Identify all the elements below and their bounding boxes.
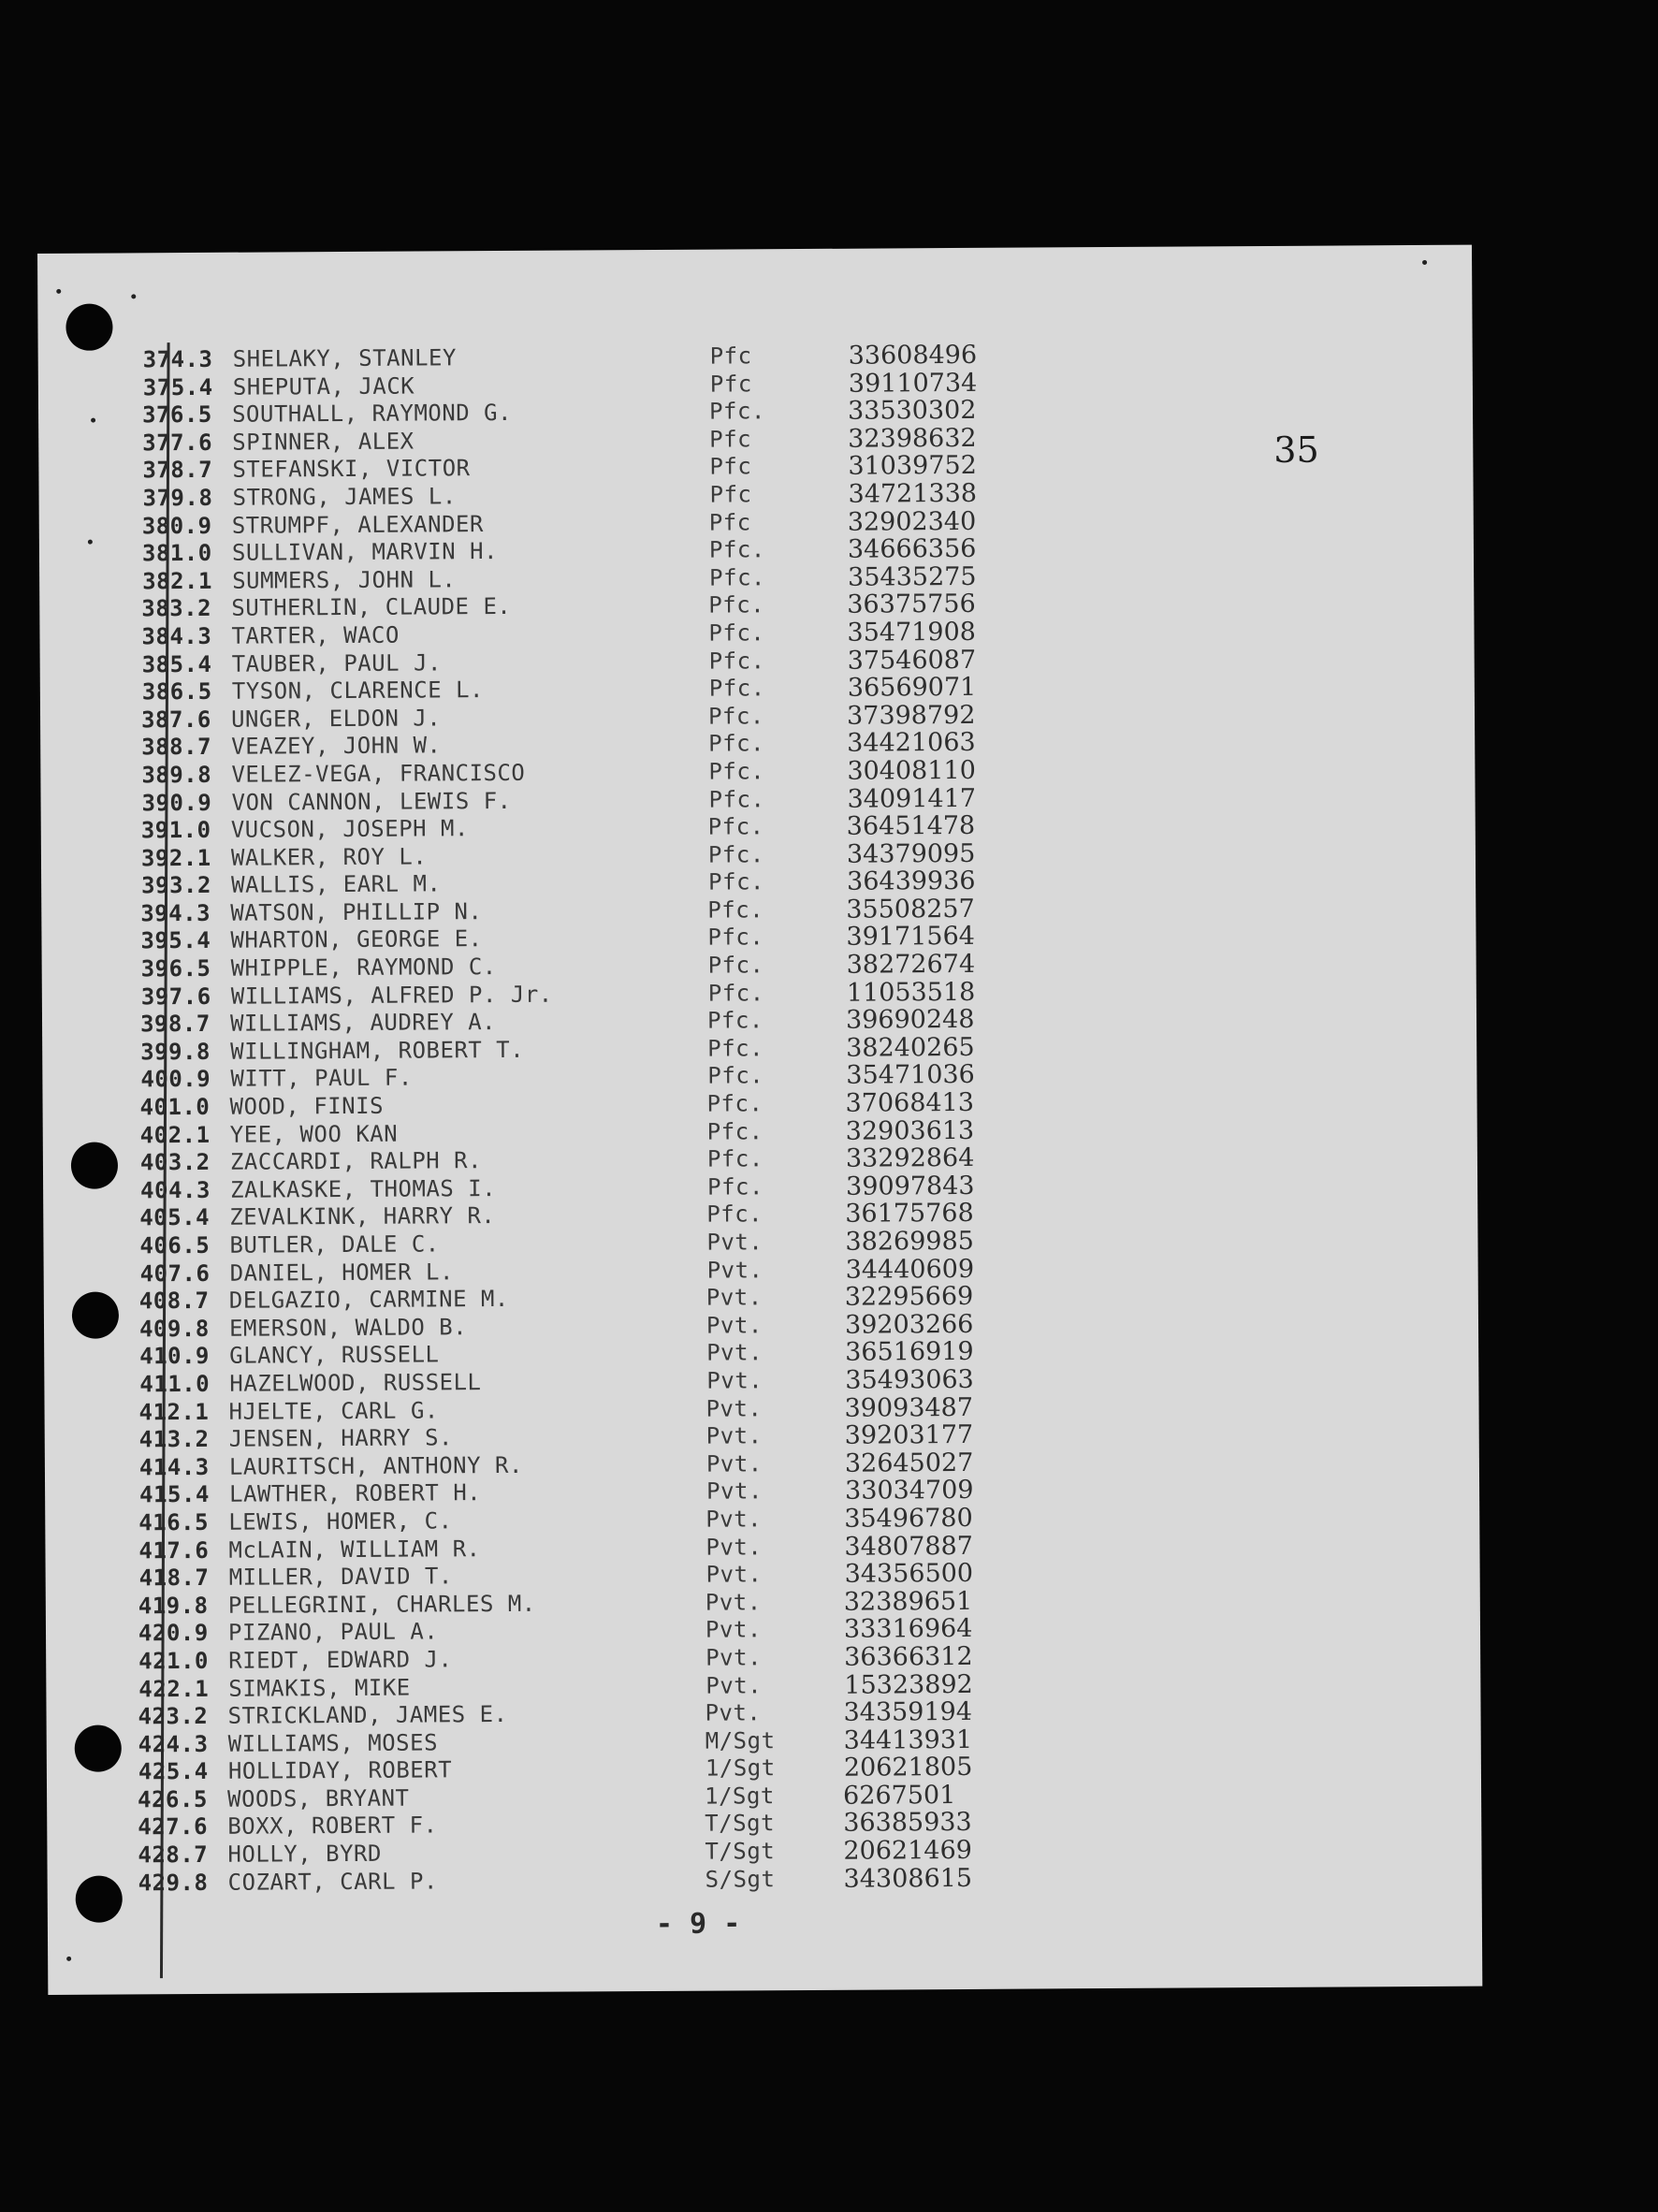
soldier-name: UNGER, ELDON J. bbox=[230, 705, 442, 733]
soldier-name: HJELTE, CARL G. bbox=[228, 1396, 439, 1425]
serial-number: 36569071 bbox=[847, 673, 977, 703]
serial-number: 11053518 bbox=[846, 977, 976, 1008]
serial-number: 34721338 bbox=[848, 478, 978, 509]
soldier-rank: Pfc. bbox=[708, 730, 765, 757]
roster-number: 407.6 bbox=[139, 1259, 211, 1287]
soldier-rank: Pvt. bbox=[705, 1506, 763, 1533]
roster-number: 424.3 bbox=[138, 1730, 209, 1758]
roster-number: 422.1 bbox=[138, 1675, 210, 1702]
serial-number: 35508257 bbox=[846, 894, 975, 924]
soldier-rank: Pfc. bbox=[706, 1201, 764, 1229]
soldier-rank: Pfc. bbox=[708, 619, 765, 647]
soldier-rank: Pfc. bbox=[706, 1007, 764, 1034]
roster-number: 423.2 bbox=[138, 1703, 209, 1730]
soldier-name: MILLER, DAVID T. bbox=[228, 1563, 453, 1591]
soldier-rank: Pvt. bbox=[705, 1616, 762, 1643]
soldier-name: JENSEN, HARRY S. bbox=[228, 1424, 454, 1452]
soldier-rank: Pfc. bbox=[708, 758, 765, 785]
ink-speck bbox=[66, 1957, 71, 1961]
roster-number: 404.3 bbox=[140, 1176, 211, 1204]
soldier-rank: Pfc bbox=[709, 370, 752, 398]
soldier-rank: Pvt. bbox=[705, 1699, 762, 1726]
soldier-name: BOXX, ROBERT F. bbox=[227, 1812, 438, 1841]
roster-number: 382.1 bbox=[142, 567, 212, 595]
serial-number: 34413931 bbox=[843, 1724, 973, 1755]
soldier-name: ZACCARDI, RALPH R. bbox=[229, 1147, 483, 1175]
soldier-name: SHELAKY, STANLEY bbox=[232, 344, 457, 372]
soldier-rank: Pfc. bbox=[708, 785, 765, 813]
serial-number: 33608496 bbox=[848, 340, 978, 371]
serial-number: 38240265 bbox=[846, 1032, 975, 1063]
serial-number: 32903613 bbox=[845, 1115, 975, 1146]
roster-number: 410.9 bbox=[139, 1343, 211, 1370]
roster-number: 379.8 bbox=[142, 484, 213, 512]
roster-number: 376.5 bbox=[141, 401, 212, 429]
serial-number: 35496780 bbox=[844, 1503, 973, 1534]
soldier-rank: 1/Sgt bbox=[705, 1754, 776, 1782]
soldier-rank: 1/Sgt bbox=[704, 1783, 775, 1810]
soldier-name: STRUMPF, ALEXANDER bbox=[231, 510, 484, 539]
roster-number: 374.3 bbox=[142, 345, 213, 373]
soldier-name: LAURITSCH, ANTHONY R. bbox=[228, 1451, 523, 1480]
serial-number: 30408110 bbox=[847, 755, 976, 786]
soldier-name: SIMAKIS, MIKE bbox=[228, 1674, 411, 1702]
soldier-name: WILLIAMS, MOSES bbox=[227, 1729, 439, 1757]
soldier-name: RIEDT, EDWARD J. bbox=[228, 1646, 453, 1674]
roster-number: 429.8 bbox=[138, 1869, 209, 1897]
roster-number: 377.6 bbox=[142, 429, 213, 457]
soldier-name: EMERSON, WALDO B. bbox=[228, 1313, 468, 1342]
soldier-rank: Pfc. bbox=[707, 1173, 764, 1201]
soldier-rank: Pvt. bbox=[705, 1561, 763, 1588]
serial-number: 32295669 bbox=[844, 1282, 974, 1312]
soldier-rank: Pvt. bbox=[705, 1644, 763, 1671]
roster-number: 417.6 bbox=[138, 1536, 210, 1564]
soldier-rank: Pfc. bbox=[706, 1117, 764, 1145]
soldier-rank: Pvt. bbox=[706, 1339, 764, 1367]
roster-number: 375.4 bbox=[142, 373, 213, 400]
serial-number: 6267501 bbox=[842, 1780, 956, 1811]
soldier-rank: Pfc bbox=[709, 453, 752, 480]
soldier-name: STRONG, JAMES L. bbox=[232, 483, 457, 511]
soldier-rank: Pfc. bbox=[707, 952, 764, 979]
serial-number: 34421063 bbox=[847, 728, 976, 759]
roster-number: 402.1 bbox=[139, 1121, 211, 1148]
serial-number: 33530302 bbox=[847, 396, 977, 426]
ink-speck bbox=[56, 289, 61, 294]
serial-number: 36175768 bbox=[845, 1199, 974, 1230]
serial-number: 32645027 bbox=[844, 1448, 974, 1478]
roster-number: 384.3 bbox=[141, 622, 212, 650]
roster-number: 396.5 bbox=[140, 954, 211, 982]
soldier-name: SULLIVAN, MARVIN H. bbox=[231, 538, 499, 566]
serial-number: 36516919 bbox=[845, 1337, 974, 1368]
soldier-rank: Pvt. bbox=[706, 1256, 764, 1284]
serial-number: 34091417 bbox=[847, 783, 977, 814]
soldier-rank: Pfc. bbox=[707, 1062, 764, 1090]
roster-number: 403.2 bbox=[139, 1149, 211, 1176]
serial-number: 20621469 bbox=[843, 1835, 972, 1866]
soldier-name: SHEPUTA, JACK bbox=[232, 372, 415, 400]
soldier-name: McLAIN, WILLIAM R. bbox=[228, 1535, 481, 1564]
ink-speck bbox=[131, 294, 136, 298]
roster-number: 392.1 bbox=[140, 844, 211, 872]
roster-number: 383.2 bbox=[141, 595, 212, 622]
soldier-name: STRICKLAND, JAMES E. bbox=[227, 1701, 508, 1729]
soldier-name: WALKER, ROY L. bbox=[230, 843, 428, 871]
soldier-name: ZALKASKE, THOMAS I. bbox=[230, 1174, 497, 1203]
soldier-rank: Pfc. bbox=[708, 675, 765, 702]
roster-number: 418.7 bbox=[138, 1564, 210, 1592]
roster-number: 400.9 bbox=[140, 1066, 211, 1093]
serial-number: 39690248 bbox=[845, 1005, 975, 1035]
roster-number: 399.8 bbox=[140, 1038, 211, 1066]
soldier-name: SPINNER, ALEX bbox=[232, 428, 414, 456]
serial-number: 33034709 bbox=[845, 1476, 974, 1506]
soldier-name: YEE, WOO KAN bbox=[229, 1120, 399, 1148]
soldier-rank: Pfc bbox=[709, 342, 752, 370]
soldier-name: TARTER, WACO bbox=[231, 621, 400, 649]
binder-hole bbox=[65, 304, 112, 351]
roster-number: 385.4 bbox=[141, 650, 212, 677]
soldier-rank: Pvt. bbox=[705, 1589, 762, 1616]
soldier-rank: S/Sgt bbox=[705, 1865, 776, 1893]
serial-number: 37546087 bbox=[847, 645, 977, 676]
serial-number: 39097843 bbox=[846, 1171, 975, 1201]
roster-number: 393.2 bbox=[141, 872, 211, 899]
soldier-name: SUMMERS, JOHN L. bbox=[232, 566, 457, 594]
serial-number: 34379095 bbox=[846, 838, 976, 869]
soldier-name: VELEZ-VEGA, FRANCISCO bbox=[231, 759, 526, 788]
serial-number: 36439936 bbox=[847, 866, 976, 897]
serial-number: 20621805 bbox=[843, 1753, 973, 1783]
soldier-name: HAZELWOOD, RUSSELL bbox=[229, 1369, 482, 1397]
soldier-rank: M/Sgt bbox=[705, 1726, 776, 1754]
soldier-rank: Pfc. bbox=[708, 398, 765, 425]
soldier-name: VUCSON, JOSEPH M. bbox=[230, 815, 469, 843]
soldier-rank: Pfc. bbox=[707, 979, 764, 1007]
roster-number: 420.9 bbox=[138, 1620, 209, 1647]
serial-number: 34359194 bbox=[843, 1697, 973, 1727]
roster-number: 391.0 bbox=[140, 816, 211, 844]
soldier-name: DELGAZIO, CARMINE M. bbox=[228, 1286, 509, 1314]
soldier-rank: Pvt. bbox=[705, 1450, 763, 1477]
serial-number: 38269985 bbox=[845, 1226, 974, 1257]
soldier-rank: T/Sgt bbox=[705, 1810, 776, 1838]
soldier-rank: Pfc bbox=[709, 426, 752, 453]
soldier-name: COZART, CARL P. bbox=[227, 1868, 438, 1896]
soldier-name: WOODS, BRYANT bbox=[227, 1784, 410, 1812]
soldier-rank: Pfc bbox=[708, 508, 751, 536]
roster-number: 413.2 bbox=[138, 1426, 210, 1453]
soldier-rank: Pfc bbox=[709, 481, 752, 508]
serial-number: 34356500 bbox=[844, 1559, 974, 1589]
soldier-name: WHIPPLE, RAYMOND C. bbox=[230, 953, 497, 982]
soldier-rank: Pfc. bbox=[707, 896, 764, 924]
soldier-rank: Pfc. bbox=[707, 924, 764, 952]
serial-number: 34807887 bbox=[844, 1531, 973, 1562]
soldier-rank: Pfc. bbox=[707, 840, 764, 868]
roster-number: 397.6 bbox=[140, 982, 211, 1010]
soldier-name: WILLINGHAM, ROBERT T. bbox=[230, 1036, 525, 1065]
soldier-rank: Pfc. bbox=[709, 564, 766, 591]
soldier-name: DANIEL, HOMER L. bbox=[229, 1258, 454, 1287]
roster-number: 389.8 bbox=[141, 761, 212, 789]
roster-number: 428.7 bbox=[138, 1841, 209, 1869]
soldier-rank: Pvt. bbox=[705, 1312, 763, 1339]
soldier-name: HOLLIDAY, ROBERT bbox=[227, 1756, 453, 1785]
roster-number: 416.5 bbox=[138, 1508, 210, 1536]
serial-number: 31039752 bbox=[848, 451, 977, 482]
serial-number: 32389651 bbox=[843, 1586, 973, 1617]
serial-number: 37398792 bbox=[846, 700, 976, 731]
roster-number: 408.7 bbox=[138, 1288, 210, 1315]
serial-number: 36366312 bbox=[844, 1641, 973, 1672]
ink-speck bbox=[1422, 260, 1427, 265]
roster-number: 398.7 bbox=[139, 1011, 211, 1038]
serial-number: 39093487 bbox=[844, 1392, 974, 1423]
roster-number: 394.3 bbox=[140, 899, 211, 927]
serial-number: 35493063 bbox=[845, 1364, 974, 1395]
soldier-rank: Pvt. bbox=[705, 1533, 763, 1561]
roster-number: 395.4 bbox=[140, 927, 211, 954]
soldier-rank: Pvt. bbox=[705, 1422, 763, 1449]
soldier-name: WOOD, FINIS bbox=[229, 1092, 385, 1120]
soldier-rank: Pvt. bbox=[706, 1229, 764, 1256]
roster-number: 405.4 bbox=[139, 1204, 211, 1231]
soldier-name: PIZANO, PAUL A. bbox=[227, 1618, 439, 1647]
soldier-rank: Pfc. bbox=[708, 647, 765, 675]
soldier-rank: Pvt. bbox=[706, 1367, 764, 1394]
soldier-name: HOLLY, BYRD bbox=[227, 1840, 382, 1868]
serial-number: 32902340 bbox=[847, 506, 977, 537]
roster-number: 406.5 bbox=[139, 1231, 211, 1259]
serial-number: 39203177 bbox=[844, 1420, 974, 1450]
soldier-rank: Pfc. bbox=[708, 868, 764, 895]
roster-number: 419.8 bbox=[138, 1592, 209, 1620]
soldier-rank: Pvt. bbox=[705, 1394, 763, 1422]
soldier-name: WILLIAMS, ALFRED P. Jr. bbox=[230, 981, 553, 1010]
soldier-name: GLANCY, RUSSELL bbox=[229, 1341, 440, 1370]
roster-number: 425.4 bbox=[138, 1758, 209, 1785]
roster-number: 401.0 bbox=[139, 1093, 211, 1121]
serial-number: 32398632 bbox=[848, 423, 977, 454]
serial-number: 33292864 bbox=[845, 1143, 975, 1173]
page-footer-number: - 9 - bbox=[655, 1907, 741, 1941]
soldier-rank: Pfc. bbox=[707, 1035, 764, 1062]
soldier-rank: T/Sgt bbox=[705, 1838, 776, 1865]
soldier-rank: Pfc. bbox=[706, 1145, 764, 1172]
serial-number: 39110734 bbox=[848, 368, 978, 399]
serial-number: 33316964 bbox=[843, 1614, 973, 1645]
roster-number: 381.0 bbox=[141, 540, 212, 567]
serial-number: 37068413 bbox=[845, 1087, 975, 1118]
roster-list bbox=[38, 339, 1482, 1899]
roster-number: 412.1 bbox=[138, 1398, 210, 1425]
roster-number: 414.3 bbox=[138, 1453, 210, 1481]
soldier-name: VON CANNON, LEWIS F. bbox=[231, 787, 512, 816]
serial-number: 36385933 bbox=[843, 1808, 972, 1839]
soldier-name: WATSON, PHILLIP N. bbox=[230, 897, 483, 926]
soldier-rank: Pfc. bbox=[708, 536, 765, 563]
serial-number: 36375756 bbox=[847, 589, 976, 620]
soldier-name: LAWTHER, ROBERT H. bbox=[229, 1479, 482, 1508]
serial-number: 35471908 bbox=[847, 617, 977, 648]
soldier-name: TAUBER, PAUL J. bbox=[231, 648, 443, 677]
serial-number: 36451478 bbox=[846, 810, 976, 841]
document-page bbox=[37, 245, 1482, 1995]
soldier-name: VEAZEY, JOHN W. bbox=[231, 732, 442, 761]
serial-number: 15323892 bbox=[844, 1669, 973, 1700]
soldier-name: SUTHERLIN, CLAUDE E. bbox=[231, 593, 512, 622]
roster-number: 386.5 bbox=[141, 677, 212, 706]
roster-number: 378.7 bbox=[142, 457, 213, 484]
soldier-rank: Pfc. bbox=[707, 702, 764, 730]
soldier-name: PELLEGRINI, CHARLES M. bbox=[227, 1590, 536, 1619]
soldier-name: LEWIS, HOMER, C. bbox=[228, 1507, 453, 1535]
serial-number: 34308615 bbox=[843, 1863, 973, 1894]
roster-number: 426.5 bbox=[138, 1785, 208, 1813]
roster-number: 387.6 bbox=[140, 706, 211, 734]
soldier-rank: Pvt. bbox=[705, 1671, 763, 1699]
soldier-name: STEFANSKI, VICTOR bbox=[232, 455, 471, 484]
serial-number: 35435275 bbox=[848, 561, 977, 592]
soldier-name: ZEVALKINK, HARRY R. bbox=[229, 1202, 496, 1231]
roster-number: 409.8 bbox=[138, 1315, 210, 1343]
roster-number: 388.7 bbox=[141, 734, 212, 761]
soldier-rank: Pfc. bbox=[708, 591, 765, 618]
soldier-rank: Pfc. bbox=[706, 1090, 764, 1117]
serial-number: 34440609 bbox=[845, 1254, 975, 1285]
soldier-name: WITT, PAUL F. bbox=[230, 1065, 413, 1093]
serial-number: 34666356 bbox=[847, 534, 977, 564]
soldier-rank: Pfc. bbox=[707, 813, 764, 840]
soldier-rank: Pvt. bbox=[705, 1284, 763, 1311]
serial-number: 38272674 bbox=[846, 949, 976, 980]
soldier-name: SOUTHALL, RAYMOND G. bbox=[231, 400, 513, 428]
serial-number: 39203266 bbox=[844, 1309, 974, 1340]
soldier-name: BUTLER, DALE C. bbox=[229, 1230, 440, 1259]
soldier-name: WHARTON, GEORGE E. bbox=[230, 925, 483, 954]
soldier-name: WILLIAMS, AUDREY A. bbox=[229, 1009, 497, 1038]
soldier-name: TYSON, CLARENCE L. bbox=[231, 677, 485, 705]
serial-number: 39171564 bbox=[846, 922, 976, 953]
roster-number: 411.0 bbox=[139, 1370, 211, 1398]
roster-number: 380.9 bbox=[141, 512, 212, 539]
serial-number: 35471036 bbox=[846, 1060, 975, 1091]
roster-number: 421.0 bbox=[138, 1647, 210, 1675]
roster-number: 390.9 bbox=[141, 789, 212, 816]
roster-number: 415.4 bbox=[139, 1481, 210, 1508]
roster-number: 427.6 bbox=[138, 1813, 209, 1841]
soldier-rank: Pvt. bbox=[706, 1477, 763, 1505]
page-number-corner: 35 bbox=[1273, 429, 1319, 471]
soldier-name: WALLIS, EARL M. bbox=[231, 870, 442, 899]
